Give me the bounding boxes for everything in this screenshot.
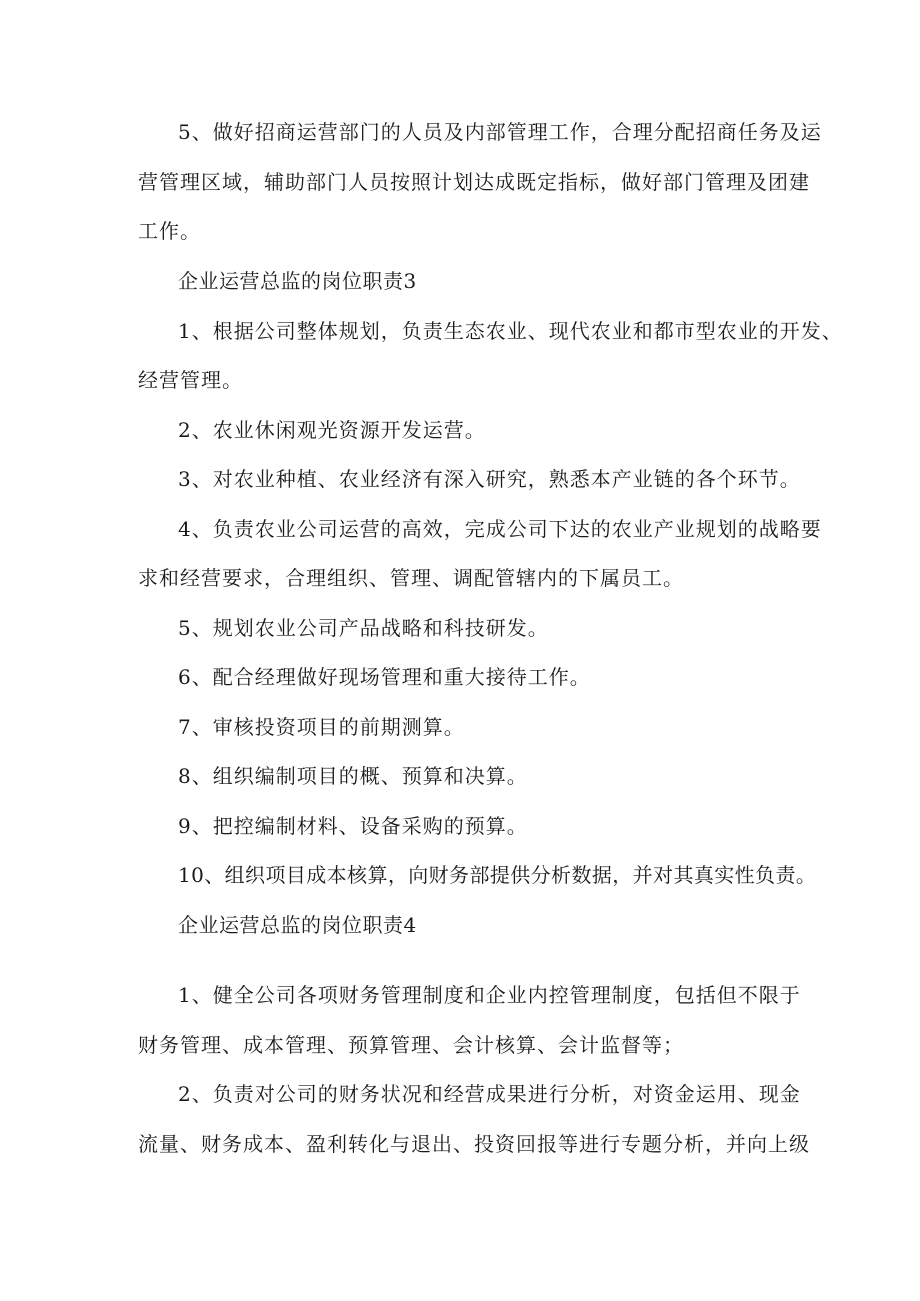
paragraph-line: 8、组织编制项目的概、预算和决算。 — [178, 764, 528, 788]
paragraph-line: 9、把控编制材料、设备采购的预算。 — [178, 814, 528, 838]
paragraph-line: 1、根据公司整体规划，负责生态农业、现代农业和都市型农业的开发、 — [178, 319, 843, 343]
paragraph-line: 4、负责农业公司运营的高效，完成公司下达的农业产业规划的战略要 — [178, 517, 822, 541]
paragraph-line: 流量、财务成本、盈利转化与退出、投资回报等进行专题分析，并向上级 — [138, 1132, 810, 1156]
paragraph-line: 财务管理、成本管理、预算管理、会计核算、会计监督等； — [138, 1033, 684, 1057]
paragraph-line: 经营管理。 — [138, 368, 243, 392]
paragraph-line: 7、审核投资项目的前期测算。 — [178, 715, 465, 739]
paragraph-line: 2、负责对公司的财务状况和经营成果进行分析，对资金运用、现金 — [178, 1082, 801, 1106]
paragraph-line: 6、配合经理做好现场管理和重大接待工作。 — [178, 665, 591, 689]
paragraph-line: 工作。 — [138, 219, 201, 243]
paragraph-line: 2、农业休闲观光资源开发运营。 — [178, 418, 486, 442]
paragraph-line: 10、组织项目成本核算，向财务部提供分析数据，并对其真实性负责。 — [178, 863, 817, 887]
paragraph-line: 3、对农业种植、农业经济有深入研究，熟悉本产业链的各个环节。 — [178, 467, 801, 491]
paragraph-line: 5、规划农业公司产品战略和科技研发。 — [178, 616, 549, 640]
paragraph-line: 营管理区域，辅助部门人员按照计划达成既定指标，做好部门管理及团建 — [138, 170, 810, 194]
paragraph-line: 1、健全公司各项财务管理制度和企业内控管理制度，包括但不限于 — [178, 983, 801, 1007]
section-heading: 企业运营总监的岗位职责3 — [178, 269, 417, 293]
paragraph-line: 5、做好招商运营部门的人员及内部管理工作，合理分配招商任务及运 — [178, 120, 822, 144]
paragraph-line: 求和经营要求，合理组织、管理、调配管辖内的下属员工。 — [138, 566, 684, 590]
section-heading: 企业运营总监的岗位职责4 — [178, 913, 417, 937]
